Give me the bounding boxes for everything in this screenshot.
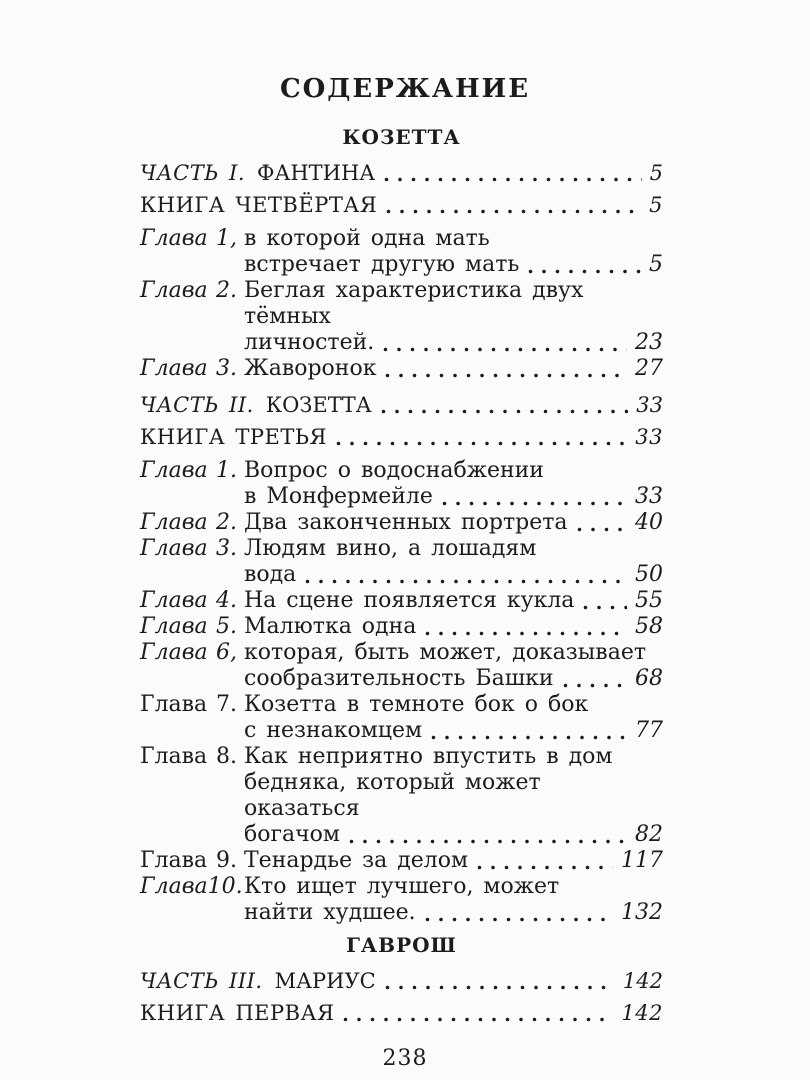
page-number: 50	[635, 562, 663, 587]
title-line: в которой одна мать	[244, 226, 490, 251]
chapter-word: Глава	[140, 744, 208, 769]
chapter-label	[140, 510, 237, 536]
title-line-text: с незнакомцем	[244, 718, 423, 743]
dot-leader	[381, 409, 629, 414]
chapter-label	[140, 874, 243, 926]
page-number: 142	[622, 969, 663, 993]
chapter-word: Глава	[140, 356, 208, 381]
title-line	[244, 510, 663, 536]
title-line-text: найти худшее.	[244, 900, 416, 925]
page-number: 117	[621, 848, 663, 873]
page-number: 23	[635, 330, 663, 355]
page-number: 5	[649, 252, 663, 277]
part-title: КОЗЕТТА	[265, 393, 372, 417]
page-number: 5	[649, 161, 663, 185]
chapter-word: Глава	[140, 848, 208, 873]
toc-entry-book	[140, 1000, 663, 1026]
title-line-text: встречает другую мать	[244, 252, 520, 277]
toc-entry-chapter	[140, 458, 663, 510]
chapter-title	[244, 458, 663, 510]
toc-entry-book	[140, 192, 663, 218]
dot-leader	[385, 373, 627, 378]
title-line-text: в Монфермейле	[244, 484, 433, 509]
chapter-word: Глава	[140, 640, 208, 665]
title-line-text: личностей.	[244, 330, 375, 355]
title-line	[244, 718, 663, 744]
title-line	[244, 614, 663, 640]
toc-entry-part	[140, 392, 663, 418]
title-line: бедняка, который может оказаться	[244, 770, 541, 821]
chapter-label	[140, 356, 237, 382]
chapter-number: 1,	[216, 226, 237, 251]
chapter-number: 2.	[216, 510, 237, 535]
chapter-label	[140, 588, 237, 614]
dot-leader	[336, 441, 627, 446]
chapter-label	[140, 744, 237, 848]
folio-page-number: 238	[382, 1046, 428, 1071]
section	[140, 932, 663, 1026]
chapter-title	[244, 278, 663, 356]
chapter-word: Глава	[140, 510, 208, 535]
dot-leader	[442, 501, 627, 506]
title-line	[244, 666, 663, 692]
title-line-text: Жаворонок	[244, 356, 377, 381]
chapter-number: 7.	[216, 692, 237, 717]
page-number: 33	[636, 393, 663, 417]
chapter-number: 4.	[216, 588, 237, 613]
title-line	[244, 848, 663, 874]
chapter-word: Глава	[140, 692, 208, 717]
chapter-title	[244, 614, 663, 640]
chapter-number: 9.	[216, 848, 237, 873]
toc-entry-chapter	[140, 640, 663, 692]
chapter-number: 2.	[216, 278, 237, 303]
toc	[0, 124, 810, 1026]
chapter-word: Глава	[140, 614, 208, 639]
chapter-word: Глава	[140, 278, 208, 303]
page-number: 77	[635, 718, 663, 743]
page-number: 142	[621, 1001, 663, 1025]
title-line	[244, 822, 663, 848]
title-line-text: сообразительность Башки	[244, 666, 554, 691]
title-line	[244, 484, 663, 510]
page-number: 68	[635, 666, 663, 691]
chapter-title	[244, 356, 663, 382]
dot-leader	[577, 527, 627, 532]
page-number: 40	[635, 510, 663, 535]
section-heading: ГАВРОШ	[346, 933, 457, 957]
chapter-word: Глава	[140, 874, 208, 899]
dot-leader	[425, 917, 613, 922]
dot-leader	[528, 269, 641, 274]
toc-entry-chapter	[140, 692, 663, 744]
toc-entry-chapter	[140, 588, 663, 614]
chapter-number: 6,	[216, 640, 237, 665]
toc-entry-chapter	[140, 848, 663, 874]
book-label: КНИГА ПЕРВАЯ	[140, 1001, 335, 1025]
toc-entry-part	[140, 160, 663, 186]
title-line: Как неприятно впустить в дом	[244, 744, 613, 769]
chapter-number: 5.	[216, 614, 237, 639]
chapter-word: Глава	[140, 458, 208, 483]
chapter-label	[140, 848, 237, 874]
toc-entry-chapter	[140, 744, 663, 848]
dot-leader	[305, 579, 627, 584]
chapter-title	[244, 226, 663, 278]
chapter-number: 3.	[216, 536, 237, 561]
dot-leader	[343, 1017, 613, 1022]
section-heading: КОЗЕТТА	[342, 125, 461, 149]
dot-leader	[425, 631, 627, 636]
dot-leader	[384, 177, 641, 182]
page-number: 27	[635, 356, 663, 381]
chapter-label	[140, 226, 237, 278]
chapter-title	[244, 510, 663, 536]
chapter-label	[140, 278, 237, 356]
chapter-number: 3.	[216, 356, 237, 381]
title-line	[244, 356, 663, 382]
toc-entry-chapter	[140, 226, 663, 278]
chapter-label	[140, 640, 237, 692]
chapter-title	[244, 536, 663, 588]
title-line	[244, 900, 663, 926]
title-line-text: Тенардье за делом	[244, 848, 469, 873]
dot-leader	[385, 985, 615, 990]
chapter-title	[244, 692, 663, 744]
title-line: Беглая характеристика двух тёмных	[244, 278, 584, 329]
dot-leader	[349, 839, 627, 844]
dot-leader	[477, 865, 613, 870]
title-line-text: вода	[244, 562, 297, 587]
page-number: 33	[635, 484, 663, 509]
title-line	[244, 588, 663, 614]
title-line-text: Малютка одна	[244, 614, 417, 639]
title-line: Вопрос о водоснабжении	[244, 458, 544, 483]
chapter-title	[244, 848, 663, 874]
title-line: Кто ищет лучшего, может	[244, 874, 560, 899]
toc-entry-chapter	[140, 510, 663, 536]
dot-leader	[431, 735, 627, 740]
part-label: ЧАСТЬ I.	[140, 161, 246, 185]
toc-entry-chapter	[140, 356, 663, 382]
chapter-number: 10.	[207, 874, 243, 899]
page-number: 82	[635, 822, 663, 847]
title-line	[244, 252, 663, 278]
title-line: Людям вино, а лошадям	[244, 536, 537, 561]
toc-entry-book	[140, 424, 663, 450]
dot-leader	[583, 605, 627, 610]
book-label: КНИГА ЧЕТВЁРТАЯ	[140, 193, 378, 217]
title-line: Козетта в темноте бок о бок	[244, 692, 589, 717]
book-label: КНИГА ТРЕТЬЯ	[140, 425, 327, 449]
dot-leader	[386, 209, 641, 214]
chapter-label	[140, 458, 237, 510]
title-line	[244, 562, 663, 588]
toc-entry-chapter	[140, 278, 663, 356]
chapter-title	[244, 874, 663, 926]
chapter-title	[244, 640, 663, 692]
part-title: ФАНТИНА	[257, 161, 376, 185]
chapter-label	[140, 614, 237, 640]
toc-entry-chapter	[140, 874, 663, 926]
page-number: 132	[621, 900, 663, 925]
toc-entry-chapter	[140, 614, 663, 640]
toc-entry-chapter	[140, 536, 663, 588]
toc-entry-part	[140, 968, 663, 994]
title-line	[244, 330, 663, 356]
chapter-label	[140, 536, 237, 588]
section	[140, 124, 663, 926]
chapter-word: Глава	[140, 226, 208, 251]
page-number: 5	[649, 193, 663, 217]
chapter-word: Глава	[140, 588, 208, 613]
dot-leader	[563, 683, 627, 688]
page-number: 33	[635, 425, 663, 449]
dot-leader	[383, 347, 627, 352]
chapter-number: 8.	[216, 744, 237, 769]
title-line-text: Два законченных портрета	[244, 510, 568, 535]
chapter-title	[244, 588, 663, 614]
page-number: 55	[635, 588, 663, 613]
part-title: МАРИУС	[274, 969, 376, 993]
title-line-text: На сцене появляется кукла	[244, 588, 575, 613]
title-line: которая, быть может, доказывает	[244, 640, 647, 665]
chapter-title	[244, 744, 663, 848]
chapter-number: 1.	[216, 458, 237, 483]
chapter-label	[140, 692, 237, 744]
part-label: ЧАСТЬ II.	[140, 393, 254, 417]
page-title: СОДЕРЖАНИЕ	[279, 74, 531, 104]
part-label: ЧАСТЬ III.	[140, 969, 263, 993]
page-number: 58	[635, 614, 663, 639]
title-line-text: богачом	[244, 822, 341, 847]
chapter-word: Глава	[140, 536, 208, 561]
